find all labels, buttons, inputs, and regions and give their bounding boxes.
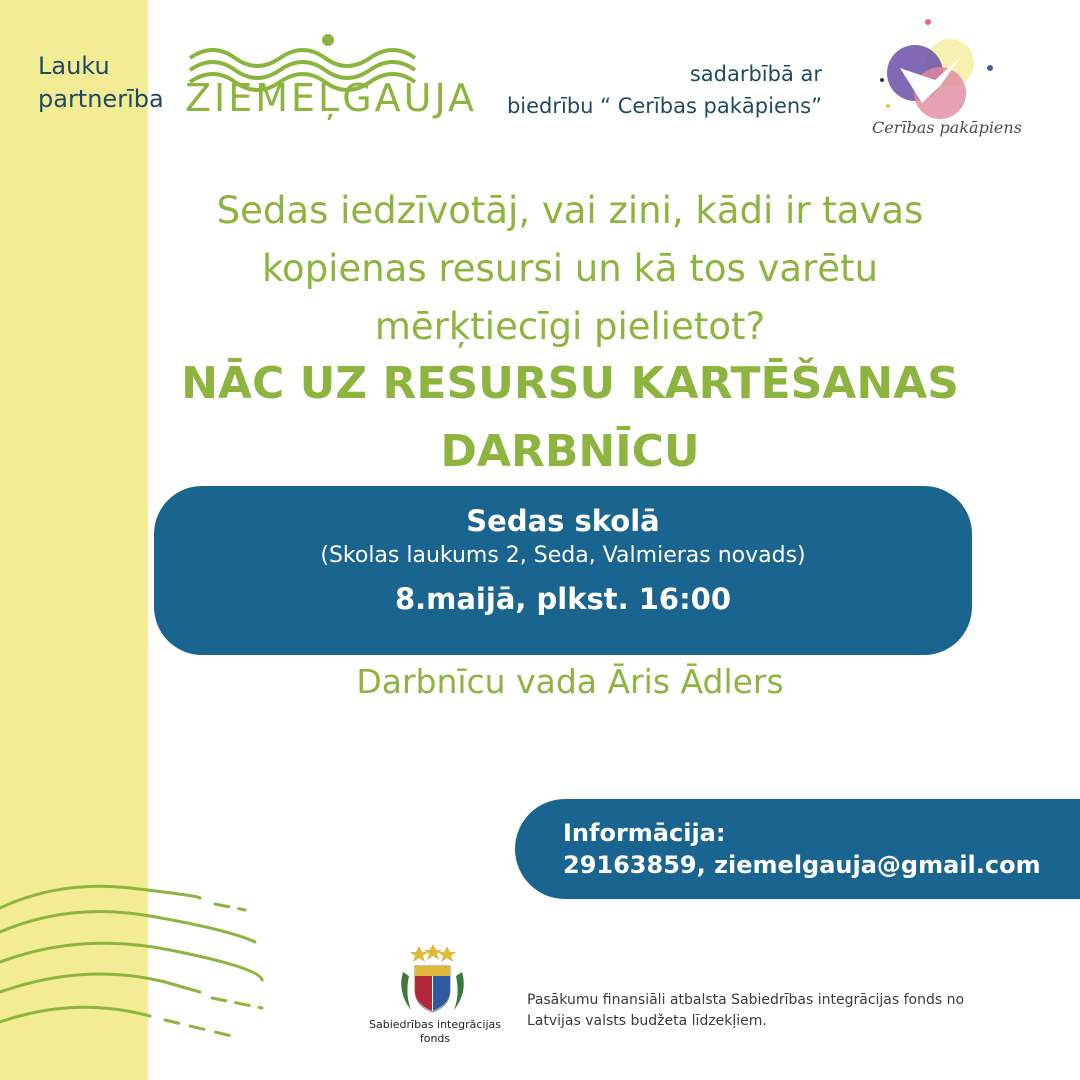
venue-panel [154, 486, 972, 655]
headline [160, 350, 980, 486]
venue-datetime: 8.maijā, plkst. 16:00 [394, 582, 732, 616]
intro-question [160, 182, 980, 356]
question-line3: mērķtiecīgi pielietot? [374, 305, 766, 348]
funding-note [527, 990, 1027, 1032]
partner-label [38, 50, 164, 116]
partner-label-line2: partnerība [38, 85, 164, 113]
question-line2: kopienas resursi un kā tos varētu [261, 247, 879, 290]
ziemelgauja-logo-text: ZIEMEĻGAUJA [185, 76, 478, 120]
funding-line2: Latvijas valsts budžeta līdzekļiem. [527, 1013, 767, 1029]
funding-line1: Pasākumu finansiāli atbalsta Sabiedrības integrācijas fonds no [527, 992, 965, 1008]
question-line1: Sedas iedzīvotāj, vai zini, kādi ir tavas [216, 189, 924, 232]
latvia-coat-of-arms-icon [395, 942, 470, 1017]
venue-name: Sedas skolā [466, 504, 660, 538]
fund-name-line2: fonds [419, 1032, 451, 1045]
workshop-leader: Darbnīcu vada Āris Ādlers [356, 662, 784, 701]
ceribas-swallow-logo-icon [860, 18, 1010, 158]
collaboration-line1: sadarbībā ar [689, 62, 822, 86]
collaboration-line2: biedrību “ Cerības pakāpiens” [506, 94, 822, 118]
headline-line2: DARBNĪCU [440, 426, 700, 477]
info-label: Informācija: [563, 819, 726, 847]
partner-label-line1: Lauku [38, 52, 110, 80]
postmark-waves-icon [0, 880, 270, 1050]
fund-name-line1: Sabiedrības integrācijas [368, 1018, 502, 1031]
venue-address: (Skolas laukums 2, Seda, Valmieras novads) [320, 543, 806, 568]
ceribas-logo-text: Cerības pakāpiens [872, 118, 1022, 137]
collaboration-text [507, 58, 822, 122]
headline-line1: NĀC UZ RESURSU KARTĒŠANAS [181, 358, 959, 409]
info-panel [515, 799, 1080, 899]
fund-name [360, 1018, 510, 1046]
info-contact[interactable]: 29163859, ziemelgauja@gmail.com [563, 851, 1041, 879]
